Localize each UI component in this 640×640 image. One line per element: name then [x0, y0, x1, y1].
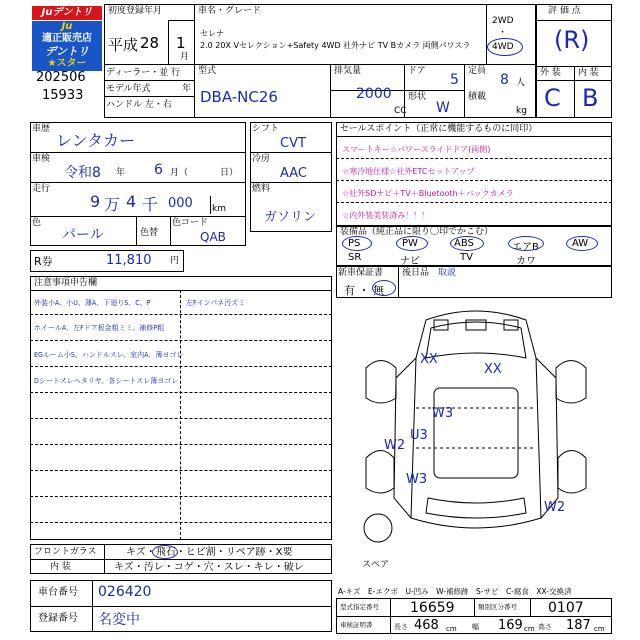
equip-navi: ナビ — [400, 256, 420, 267]
drive-dot: ・ — [498, 28, 508, 38]
mileage-d3: 000 — [168, 196, 193, 211]
equip-leather: カワ — [516, 256, 536, 267]
mileage-unit: km — [212, 204, 226, 214]
model-year-suffix: 年 — [182, 84, 192, 94]
doors-label: ドア — [408, 66, 426, 76]
height-unit: cm — [594, 625, 605, 633]
height-label: 高さ — [538, 623, 552, 631]
notes-label: 注意事項申告欄 — [34, 278, 98, 288]
manual-label: 後日品 — [402, 268, 430, 278]
damage-legend: A-キズ E-エクボ U-凹み W-補修跡 S-サビ C-腐食 XX-交換済 — [338, 587, 572, 596]
shape-value: W — [436, 100, 450, 116]
recycle-label: R券 — [34, 255, 53, 268]
equip-aw-circle — [566, 236, 598, 251]
width-label: 幅 — [472, 623, 479, 631]
mileage-label: 走行 — [32, 184, 51, 194]
note-left-2: ホイールA、左Fドア板金粗ミミ、補修P粗 — [34, 324, 165, 332]
note-left-1: 外装小A、小U、薄A、下廻りS、C、P — [34, 299, 151, 307]
mileage-d2: 4 — [126, 192, 137, 211]
lot-number-1: 202506 — [36, 70, 86, 85]
logo-brand: デントリ — [52, 7, 93, 18]
width-unit: cm — [524, 625, 535, 633]
equip-abs: ABS — [454, 238, 474, 249]
notes-frame — [30, 276, 332, 540]
inspection-month-suffix: 月（ — [170, 168, 189, 178]
recycle-unit: 円 — [170, 256, 180, 266]
registration-value: 名変中 — [98, 612, 140, 628]
note-rule — [30, 418, 332, 419]
drive-2wd: 2WD — [492, 16, 514, 26]
note-rule — [30, 444, 332, 445]
damage-mark-5: W2 — [384, 438, 406, 453]
shift-value: CVT — [280, 136, 306, 151]
height-value: 187 — [566, 618, 591, 633]
displacement-unit: CC — [394, 106, 407, 116]
drive-4wd-circle — [487, 38, 523, 56]
damage-mark-7: W2 — [544, 500, 566, 515]
logo-line1: 適正販売店 — [42, 33, 92, 44]
mileage-u2: 千 — [142, 195, 159, 214]
width-value: 169 — [498, 618, 523, 633]
color-change-label: 色替 — [140, 228, 159, 238]
load-label: 積載 — [468, 92, 487, 102]
reg-year-era: 平成 — [108, 36, 139, 54]
note-left-3: EGルーム小S、ハンドルスレ、室内A、薄ヨゴレ — [34, 351, 184, 359]
windshield-value: キズ・飛石・ヒビ割・リペア跡・X要 — [126, 547, 293, 558]
interior-cond-value: キズ・汚レ・コゲ・穴・スレ・キレ・破レ — [114, 562, 304, 573]
inspection-month: 6 — [154, 162, 163, 178]
color-label: 色 — [32, 218, 42, 228]
capacity-value: 8 — [500, 72, 509, 88]
note-rule — [30, 522, 332, 523]
selling-point-1: スマートキー☆パワースライドドア(両側) — [342, 145, 491, 154]
color-code-label: 色コード — [172, 218, 209, 228]
equip-ps-circle — [342, 236, 372, 251]
ac-label: 冷房 — [252, 154, 271, 164]
inspection-day-suffix: 日） — [220, 168, 239, 178]
equip-abs-circle — [450, 236, 484, 251]
selling-points-label: セールスポイント（正常に機能するものに同印） — [340, 124, 538, 134]
inspection-label: 車検 — [32, 154, 51, 164]
warranty-label: 新車保証書 — [338, 268, 384, 278]
registration-label: 登録番号 — [38, 613, 78, 624]
car-name-model: セレナ — [200, 29, 224, 38]
car-name-grade: 2.0 20X Vセレクション+Safety 4WD 社外ナビ TV Bカメラ 両側パワスラ — [200, 41, 471, 50]
note-rule — [30, 366, 332, 367]
logo-line3: ★スター — [47, 58, 87, 69]
windshield-label: フロントガラス — [34, 547, 97, 557]
equip-tv: TV — [460, 252, 473, 263]
damage-mark-2: XX — [484, 362, 502, 377]
chassis-value: 026420 — [98, 584, 152, 600]
logo-line2: デントリ — [45, 45, 89, 58]
model-value: DBA-NC26 — [200, 88, 278, 106]
capacity-label: 定員 — [468, 66, 487, 76]
equip-pw: PW — [402, 238, 418, 249]
interior-label: 内 装 — [578, 68, 599, 78]
color-value: パール — [62, 227, 104, 243]
reg-month-value: 1 — [176, 34, 186, 52]
history-value: レンタカー — [56, 131, 135, 150]
equip-sr: SR — [348, 252, 362, 263]
exterior-value: C — [544, 84, 561, 112]
doors-value: 5 — [450, 72, 459, 88]
damage-mark-6: W3 — [406, 472, 428, 487]
displacement-value: 2000 — [356, 86, 392, 102]
warranty-value: 有 ・ 無 — [344, 284, 384, 297]
history-label: 車歴 — [32, 124, 51, 134]
model-year-label: モデル年式 — [106, 84, 151, 94]
spare-label: スペア — [362, 560, 390, 570]
inspection-era: 令和8 — [64, 165, 101, 181]
length-value: 468 — [414, 618, 439, 633]
load-unit: kg — [516, 106, 527, 116]
damage-mark-1: XX — [420, 352, 438, 367]
inspection-era-suffix: 年 — [116, 168, 126, 178]
interior-value: B — [582, 84, 599, 112]
equip-airbag: エアB — [512, 242, 539, 253]
selling-point-2: ☆寒冷地仕様☆社外ETCセットアップ — [342, 167, 475, 176]
note-rule — [30, 470, 332, 471]
note-left-4: Dシートスレヘタリヤ、各シートスレ薄ヨゴレ — [34, 377, 179, 385]
model-label: 型式 — [198, 66, 217, 76]
chassis-label: 車台番号 — [38, 587, 78, 598]
mileage-d1: 9 — [90, 192, 101, 211]
manual-value: 取説 — [438, 268, 457, 278]
shift-label: シフト — [252, 124, 280, 134]
car-name-label: 車名・グレード — [198, 6, 262, 16]
shape-label: 形状 — [408, 92, 427, 102]
note-rule — [30, 392, 332, 393]
windshield-circle — [152, 545, 178, 559]
reg-year-label: 初度登録年月 — [108, 6, 163, 16]
dimensions-label: 車検証明書 — [340, 621, 373, 629]
equip-airbag-circle — [508, 236, 544, 251]
note-rule — [30, 314, 332, 315]
dealer-label: ディーラー・並 行 — [106, 68, 181, 78]
damage-mark-4: U3 — [410, 428, 428, 443]
note-right-1: 左Fインパネ汚ズミ — [186, 299, 246, 307]
type-designation-label: 型式指定番号 — [340, 603, 379, 611]
reg-month-suffix: 月 — [180, 52, 190, 62]
note-rule — [30, 496, 332, 497]
logo-ju: Ju — [41, 7, 53, 18]
capacity-unit: 人 — [516, 78, 526, 88]
lot-number-2: 15933 — [42, 88, 84, 103]
equip-ps: PS — [348, 238, 361, 249]
handle-label: ハンドル 左・右 — [106, 100, 172, 110]
equip-aw: AW — [572, 238, 589, 249]
selling-point-3: ☆社外SDナビ＋TV＋Bluetooth＋バックカメラ — [342, 189, 514, 198]
class-number-label: 類別区分番号 — [478, 603, 517, 611]
damage-mark-3: W3 — [432, 406, 454, 421]
dealer-logo: Juデントリ Ju 適正販売店 デントリ ★スター — [32, 6, 102, 98]
score-label: 評 価 点 — [548, 6, 581, 16]
class-number-value: 0107 — [548, 600, 584, 616]
length-label: 長さ — [394, 623, 408, 631]
drive-4wd: 4WD — [492, 42, 514, 52]
color-code-value: QAB — [200, 230, 226, 244]
fuel-label: 燃料 — [252, 184, 271, 194]
displacement-label: 排気量 — [334, 66, 362, 76]
recycle-value: 11,810 — [106, 253, 152, 268]
equipment-label: 装備品（純正品に限り〇印でかこむ） — [340, 227, 494, 237]
fuel-value: ガソリン — [264, 210, 317, 225]
length-unit: cm — [446, 625, 457, 633]
car-diagram — [336, 298, 612, 546]
score-value: (R) — [554, 26, 590, 54]
note-rule — [30, 340, 332, 341]
interior-cond-label: 内 装 — [50, 562, 71, 572]
mileage-u1: 万 — [104, 195, 121, 214]
equip-pw-circle — [396, 236, 428, 251]
selling-point-4: ☆内外装美装済み！！！ — [342, 211, 430, 220]
reg-year-value: 28 — [140, 34, 160, 52]
type-designation-value: 16659 — [410, 600, 455, 616]
ac-value: AAC — [280, 166, 307, 181]
warranty-circle — [372, 280, 396, 296]
exterior-label: 外 装 — [540, 68, 561, 78]
